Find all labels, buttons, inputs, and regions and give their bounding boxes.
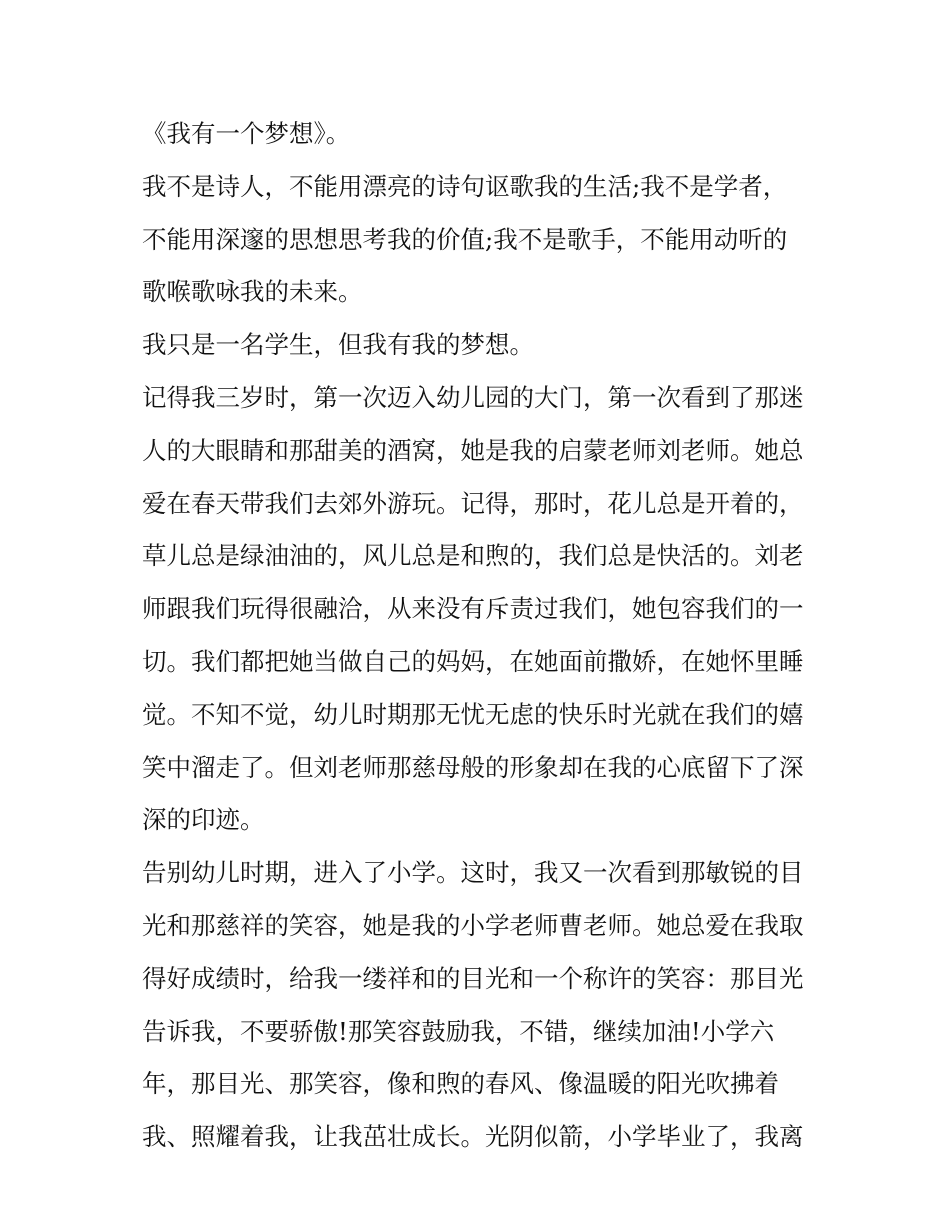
text-line: 我、照耀着我，让我茁壮成长。光阴似箭，小学毕业了，我离: [142, 1122, 804, 1152]
text-line: 深的印迹。: [142, 805, 265, 835]
text-line: 觉。不知不觉，幼儿时期那无忧无虑的快乐时光就在我们的嬉: [142, 699, 804, 729]
text-line: 爱在春天带我们去郊外游玩。记得，那时，花儿总是开着的，: [142, 488, 804, 518]
text-line: 记得我三岁时，第一次迈入幼儿园的大门，第一次看到了那迷: [142, 382, 804, 412]
text-line: 告诉我，不要骄傲!那笑容鼓励我，不错，继续加油!小学六: [142, 1016, 775, 1046]
text-line: 年，那目光、那笑容，像和煦的春风、像温暖的阳光吹拂着: [142, 1069, 779, 1099]
text-line: 我不是诗人，不能用漂亮的诗句讴歌我的生活;我不是学者，: [142, 171, 788, 201]
text-line: 草儿总是绿油油的，风儿总是和煦的，我们总是快活的。刘老: [142, 541, 804, 571]
text-line: 不能用深邃的思想思考我的价值;我不是歌手，不能用动听的: [142, 224, 788, 254]
text-line: 光和那慈祥的笑容，她是我的小学老师曹老师。她总爱在我取: [142, 910, 804, 940]
text-line: 笑中溜走了。但刘老师那慈母般的形象却在我的心底留下了深: [142, 752, 804, 782]
text-line: 师跟我们玩得很融洽，从来没有斥责过我们，她包容我们的一: [142, 594, 804, 624]
essay-body: [142, 108, 822, 1164]
text-line: 人的大眼睛和那甜美的酒窝，她是我的启蒙老师刘老师。她总: [142, 435, 804, 465]
text-line: 歌喉歌咏我的未来。: [142, 277, 363, 307]
text-line: 告别幼儿时期，进入了小学。这时，我又一次看到那敏锐的目: [142, 858, 804, 888]
text-line: 切。我们都把她当做自己的妈妈，在她面前撒娇，在她怀里睡: [142, 646, 804, 676]
essay-title: 《我有一个梦想》。: [142, 119, 351, 148]
text-line: 我只是一名学生，但我有我的梦想。: [142, 330, 534, 360]
text-line: 得好成绩时，给我一缕祥和的目光和一个称许的笑容：那目光: [142, 963, 804, 993]
